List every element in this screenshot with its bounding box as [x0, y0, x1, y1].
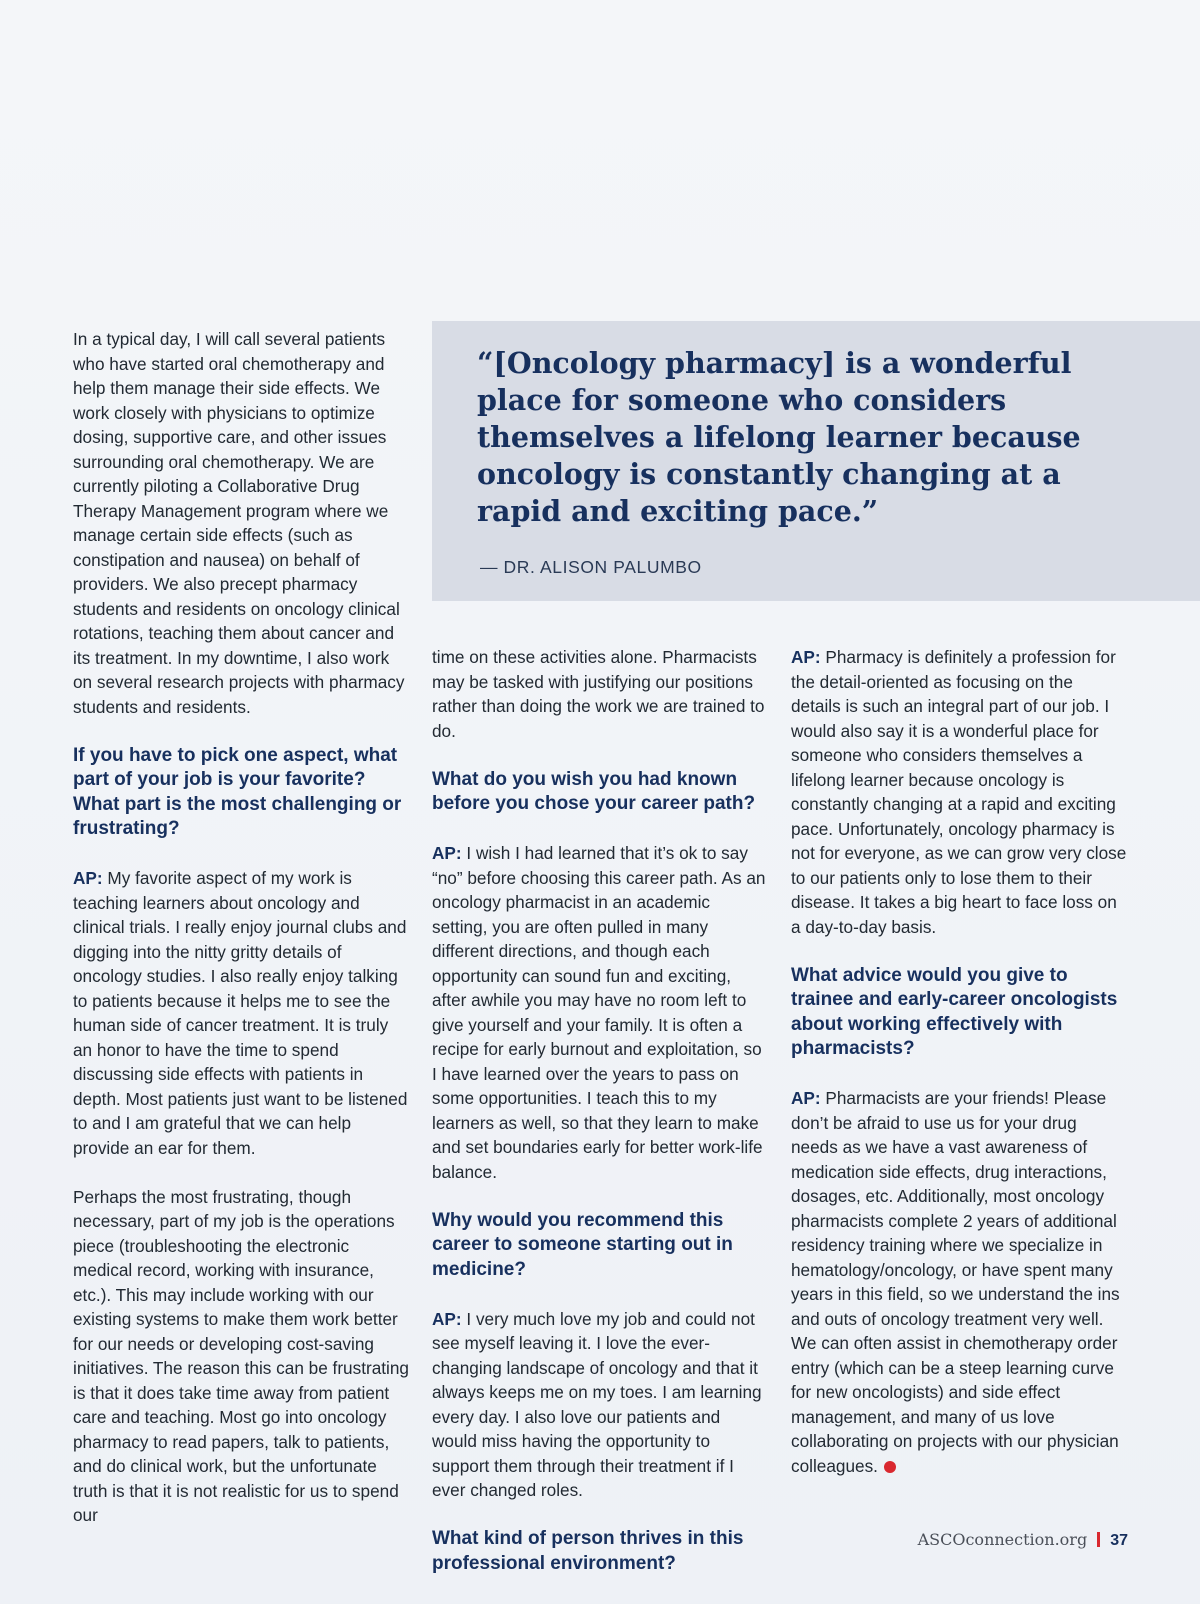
answer-speaker-label: AP: [432, 843, 462, 863]
question-favorite-aspect: If you have to pick one aspect, what part of your job is your favorite? What part is the most challenging or frustrating? [73, 744, 402, 839]
answer-text: Pharmacists are your friends! Please don’t be afraid to use us for your drug needs as we have a vast awareness of medication side effects, drug interactions, dosages, etc. Additionally, most oncology pharmacists complete 2 years of additional residency training where we specialize in hematology/oncology, or have spent many years in this field, so we understand the ins and outs of oncology treatment very well. We can often assist in chemotherapy order entry (which can be a steep learning curve for new oncologists) and side effect management, and many of us love collaborating on projects with our physician colleagues. [791, 1088, 1120, 1476]
answer-speaker-label: AP: [73, 868, 103, 888]
question-advice-trainees: What advice would you give to trainee and early-career oncologists about working effectively with pharmacists? [791, 964, 1118, 1059]
pull-quote-text: “[Oncology pharmacy] is a wonderful place for someone who considers themselves a lifelong learner because oncology is constantly changing at a rapid and exciting pace.” [477, 346, 1081, 528]
page-footer [918, 1530, 1128, 1550]
answer-person-thrives [791, 645, 1127, 939]
answer-recommend-career [432, 1307, 768, 1503]
page-number: 37 [1110, 1532, 1128, 1549]
pull-quote-box [432, 321, 1200, 601]
continued-paragraph: time on these activities alone. Pharmacists may be tasked with justifying our positions rather than doing the work we are trained to do. [432, 647, 765, 741]
answer-text: My favorite aspect of my work is teaching learners about oncology and clinical trials. I really enjoy journal clubs and digging into the nitty gritty details of oncology studies. I also really enjoy talking to patients because it helps me to see the human side of cancer treatment. It is truly an honor to have the time to spend discussing side effects with patients in depth. Most patients just want to be listened to and I am grateful that we can help provide an ear for them. [73, 868, 408, 1158]
article-column-1 [73, 327, 409, 1528]
answer-speaker-label: AP: [791, 1088, 821, 1108]
answer-favorite-aspect [73, 866, 409, 1160]
pull-quote-attribution: — DR. ALISON PALUMBO [480, 557, 702, 577]
footer-separator [1097, 1532, 1100, 1547]
end-of-article-dot-icon [884, 1461, 896, 1473]
frustrating-paragraph: Perhaps the most frustrating, though necessary, part of my job is the operations piece (troubleshooting the electronic medical record, working with insurance, etc.). This may include working with our existing systems to make them work better for our needs or developing cost-saving initiatives. The reason this can be frustrating is that it does take time away from patient care and teaching. Most go into oncology pharmacy to read papers, talk to patients, and do clinical work, but the unfortunate truth is that it is not realistic for us to spend our [73, 1186, 409, 1525]
article-column-2 [432, 645, 768, 1576]
answer-text: I very much love my job and could not see myself leaving it. I love the ever-changing landscape of oncology and that it always keeps me on my toes. I am learning every day. I also love our patients and would miss having the opportunity to support them through their treatment if I ever changed roles. [432, 1308, 762, 1500]
question-recommend-career: Why would you recommend this career to someone starting out in medicine? [432, 1209, 733, 1280]
answer-text: I wish I had learned that it’s ok to say “no” before choosing this career path. As an oncology pharmacist in an academic setting, you are often pulled in many different directions, and though each opportunity can sound fun and exciting, after awhile you may have no room left to give yourself and your family. It is often a recipe for early burnout and exploitation, so I have learned over the years to pass on some opportunities. I teach this to my learners as well, so that they learn to make and set boundaries early for better work-life balance. [432, 843, 766, 1182]
question-wish-known: What do you wish you had known before you chose your career path? [432, 768, 756, 814]
question-person-thrives: What kind of person thrives in this professional environment? [432, 1528, 744, 1574]
answer-speaker-label: AP: [432, 1308, 462, 1329]
answer-speaker-label: AP: [791, 647, 821, 667]
article-column-3 [791, 645, 1127, 1478]
answer-advice-trainees [791, 1086, 1127, 1478]
answer-wish-known [432, 841, 768, 1184]
answer-text: Pharmacy is definitely a profession for the detail-oriented as focusing on the details is such an integral part of our job. I would also say it is a wonderful place for someone who considers themselves a lifelong learner because oncology is constantly changing at a rapid and exciting pace. Unfortunately, oncology pharmacy is not for everyone, as we can grow very close to our patients only to lose them to their disease. It takes a big heart to face loss on a day-to-day basis. [791, 647, 1127, 937]
intro-paragraph: In a typical day, I will call several patients who have started oral chemotherapy and help them manage their side effects. We work closely with physicians to optimize dosing, supportive care, and other issues surrounding oral chemotherapy. We are currently piloting a Collaborative Drug Therapy Management program where we manage certain side effects (such as constipation and nausea) on behalf of providers. We also precept pharmacy students and residents on oncology clinical rotations, teaching them about cancer and its treatment. In my downtime, I also work on several research projects with pharmacy students and residents. [73, 329, 405, 717]
footer-site-name: ASCOconnection.org [917, 1530, 1088, 1549]
